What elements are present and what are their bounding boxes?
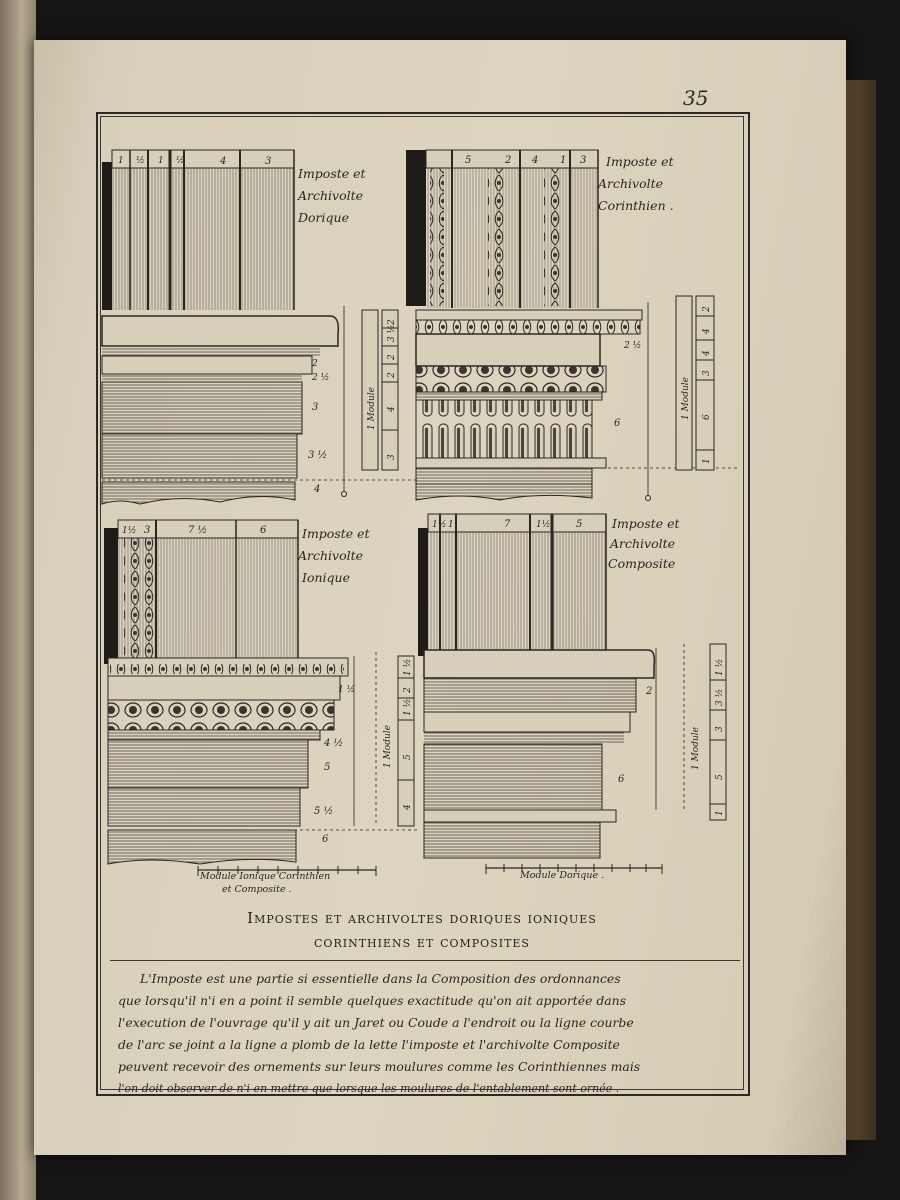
svg-text:1: 1 <box>560 155 567 166</box>
svg-text:Archivolte: Archivolte <box>298 188 364 203</box>
svg-text:Imposte et: Imposte et <box>612 516 680 531</box>
composite-panel <box>418 514 726 858</box>
svg-text:1½: 1½ <box>432 520 447 530</box>
svg-text:3: 3 <box>144 525 151 536</box>
left-page-edge <box>0 0 36 1200</box>
svg-text:3: 3 <box>265 156 272 167</box>
caption-text <box>118 968 744 1100</box>
ionic-panel <box>104 520 420 864</box>
svg-text:1: 1 <box>715 810 725 816</box>
svg-text:5 ½: 5 ½ <box>314 806 334 817</box>
svg-text:½: ½ <box>136 156 145 166</box>
svg-text:1½: 1½ <box>536 520 551 530</box>
scale-left-line1: Module Ionique Corinthien <box>200 871 331 882</box>
svg-text:1 ½: 1 ½ <box>403 698 413 716</box>
svg-text:4: 4 <box>702 328 712 334</box>
caption-line-6: l'on doit observer de n'i en mettre que lorsque les moulures de l'entablement sont ornée . <box>118 1082 620 1095</box>
svg-text:4: 4 <box>532 155 539 166</box>
svg-text:Imposte et: Imposte et <box>302 526 370 541</box>
svg-text:3: 3 <box>387 454 397 460</box>
plate-title <box>100 906 744 954</box>
svg-text:3 ½: 3 ½ <box>387 324 397 342</box>
engraving-drawing <box>100 120 744 910</box>
svg-text:2 ½: 2 ½ <box>624 341 642 351</box>
svg-text:Imposte et: Imposte et <box>298 166 366 181</box>
svg-text:1: 1 <box>158 156 164 166</box>
svg-text:2: 2 <box>403 687 413 693</box>
svg-text:2: 2 <box>702 306 712 312</box>
svg-text:6: 6 <box>618 774 625 785</box>
svg-text:7: 7 <box>504 519 511 530</box>
svg-text:1 ½: 1 ½ <box>403 658 413 676</box>
svg-text:4: 4 <box>403 804 413 810</box>
svg-text:5: 5 <box>324 762 331 773</box>
svg-text:3: 3 <box>715 726 725 732</box>
svg-text:2: 2 <box>387 372 397 378</box>
svg-text:6: 6 <box>702 414 712 420</box>
svg-text:5: 5 <box>403 754 413 760</box>
svg-text:2: 2 <box>387 319 397 325</box>
svg-text:7 ½: 7 ½ <box>188 525 208 536</box>
svg-text:4: 4 <box>702 350 712 356</box>
svg-text:4: 4 <box>314 484 321 495</box>
svg-text:5: 5 <box>715 774 725 780</box>
svg-text:2: 2 <box>505 155 512 166</box>
svg-text:3 ½: 3 ½ <box>715 688 725 706</box>
caption-rule <box>110 960 740 961</box>
corinthian-panel <box>406 150 740 501</box>
svg-text:2: 2 <box>312 359 318 369</box>
caption-line-2: que lorsqu'il n'i en a point il semble quelques exactitude qu'on ait apportée dans <box>118 993 626 1008</box>
svg-text:1 ½: 1 ½ <box>338 685 356 695</box>
svg-text:Archivolte: Archivolte <box>610 536 676 551</box>
doric-panel <box>102 150 420 504</box>
svg-text:Composite: Composite <box>608 556 676 571</box>
svg-text:Archivolte: Archivolte <box>298 548 364 563</box>
svg-text:Archivolte: Archivolte <box>598 176 664 191</box>
scale-right-label: Module Dorique . <box>520 870 605 881</box>
svg-text:1 Module: 1 Module <box>681 377 691 420</box>
svg-text:1 ½: 1 ½ <box>715 658 725 676</box>
svg-text:5: 5 <box>465 155 472 166</box>
svg-text:Corinthien .: Corinthien . <box>598 198 674 213</box>
svg-text:Imposte et: Imposte et <box>606 154 674 169</box>
svg-text:6: 6 <box>322 834 329 845</box>
caption-line-1: L'Imposte est une partie si essentielle dans la Composition des ordonnances <box>140 971 621 986</box>
svg-text:1: 1 <box>118 156 124 166</box>
svg-text:1 Module: 1 Module <box>383 725 393 768</box>
svg-text:5: 5 <box>576 519 583 530</box>
title-line-2: corinthiens et composites <box>314 933 530 951</box>
svg-text:Ionique: Ionique <box>302 570 350 585</box>
svg-text:6: 6 <box>260 525 267 536</box>
caption-line-3: l'execution de l'ouvrage qu'il y ait un Jaret ou Coude a l'endroit ou la ligne courbe <box>118 1015 634 1030</box>
title-line-1: Impostes et archivoltes doriques ioniques <box>247 909 597 927</box>
scale-left-line2: et Composite . <box>222 884 292 895</box>
svg-text:1: 1 <box>702 458 712 464</box>
svg-text:2 ½: 2 ½ <box>312 373 330 383</box>
svg-text:1 Module: 1 Module <box>691 727 701 770</box>
svg-text:3: 3 <box>702 370 712 376</box>
svg-text:1 Module: 1 Module <box>367 387 377 430</box>
svg-text:½: ½ <box>176 156 185 166</box>
svg-text:Dorique: Dorique <box>298 210 349 225</box>
svg-text:6: 6 <box>614 418 621 429</box>
svg-text:2: 2 <box>646 686 653 697</box>
svg-text:1: 1 <box>448 520 454 530</box>
svg-text:2: 2 <box>387 354 397 360</box>
page-number: 35 <box>683 86 709 110</box>
svg-text:4: 4 <box>387 406 397 412</box>
svg-text:3 ½: 3 ½ <box>308 450 328 461</box>
svg-text:4: 4 <box>220 156 227 167</box>
scale-left-label <box>200 870 330 896</box>
svg-text:4 ½: 4 ½ <box>324 738 344 749</box>
caption-line-4: de l'arc se joint a la ligne a plomb de la lette l'imposte et l'archivolte Composite <box>118 1037 620 1052</box>
svg-text:1½: 1½ <box>122 526 137 536</box>
svg-text:3: 3 <box>312 402 319 413</box>
svg-text:3: 3 <box>580 155 587 166</box>
caption-line-5: peuvent recevoir des ornements sur leurs moulures comme les Corinthiennes mais <box>118 1059 641 1074</box>
